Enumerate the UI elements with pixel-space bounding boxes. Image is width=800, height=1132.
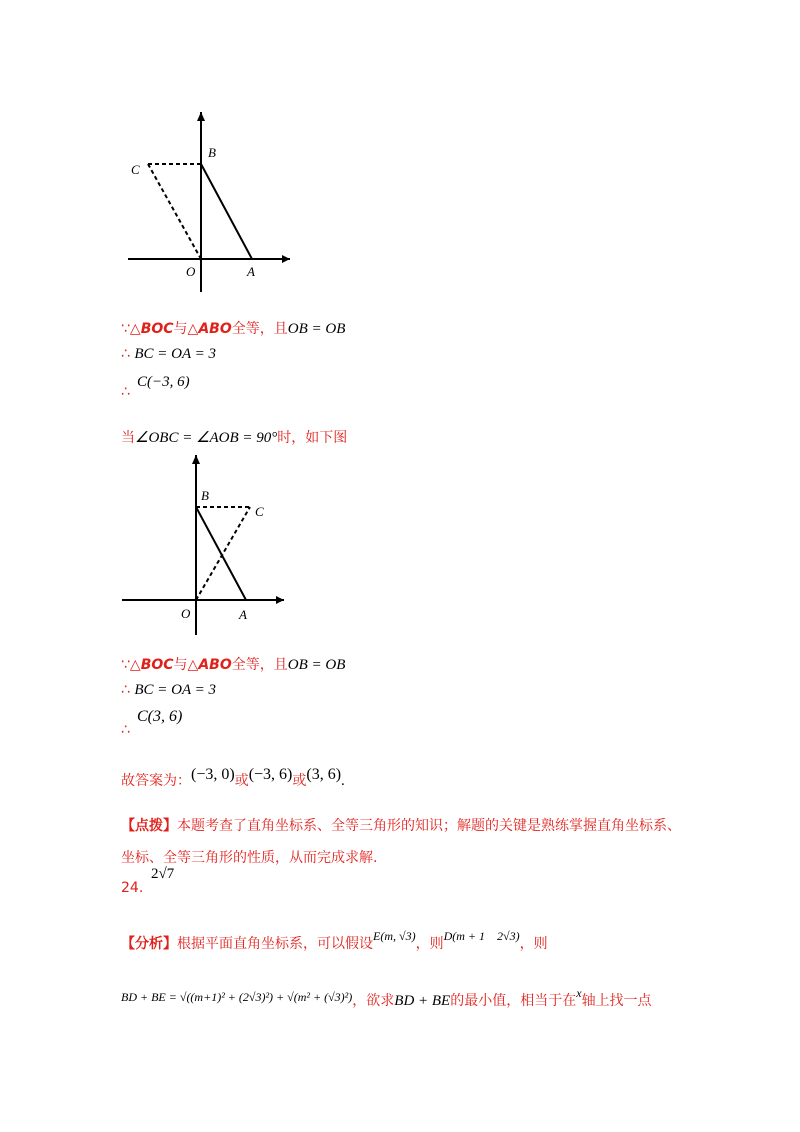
case1-line2: ∴ BC = OA = 3 (121, 346, 217, 362)
figure-1-label-c: C (131, 162, 140, 177)
tip-line2: 坐标、全等三角形的性质，从而完成求解. (121, 850, 378, 866)
case2-line1: ∵△BOC与△ABO全等，且OB = OB (121, 657, 346, 673)
case2-line2: ∴ BC = OA = 3 (121, 682, 217, 698)
figure-1-label-o: O (186, 264, 196, 279)
question-24-number: 24. (121, 880, 144, 896)
figure-2-label-c: C (255, 504, 264, 519)
answer-line: 故答案为：(−3, 0)或(−3, 6)或(3, 6). (121, 766, 345, 789)
when-line: 当∠OBC = ∠AOB = 90°时，如下图 (121, 430, 348, 446)
analysis-line1: 【分析】根据平面直角坐标系，可以假设E(m, √3)，则D(m + 1 2√3)，则 (121, 929, 548, 952)
figure-2-label-o: O (181, 606, 191, 621)
case1-coord: C(−3, 6) (137, 374, 190, 390)
figure-1-label-b: B (208, 145, 216, 160)
analysis-formula: BD + BE = √((m+1)² + (2√3)²) + √(m² + (√3)²) (121, 990, 353, 1004)
case1-line1: ∵△BOC与△ABO全等，且OB = OB (121, 321, 346, 337)
figure-2-label-b: B (201, 488, 209, 503)
case2-therefore: ∴ (121, 722, 130, 738)
figure-2-x-arrow (276, 596, 284, 604)
figure-1-label-a: A (247, 264, 255, 279)
question-24-answer: 2√7 (151, 866, 175, 882)
tip-line1: 【点拨】本题考查了直角坐标系、全等三角形的知识；解题的关键是熟练掌握直角坐标系、 (121, 818, 681, 834)
case1-therefore: ∴ (121, 384, 130, 400)
figure-2-y-arrow (192, 455, 200, 464)
case2-coord: C(3, 6) (137, 708, 183, 725)
analysis-line2: $^{BD + BE = √((m+1)^2 + (2√3)^2) + √(m^2 + (√3)^2)}$，欲求BD + BE的最小值，相当于在$^x$轴上找一点 (121, 986, 652, 1009)
figure-2-label-a: A (239, 607, 247, 622)
